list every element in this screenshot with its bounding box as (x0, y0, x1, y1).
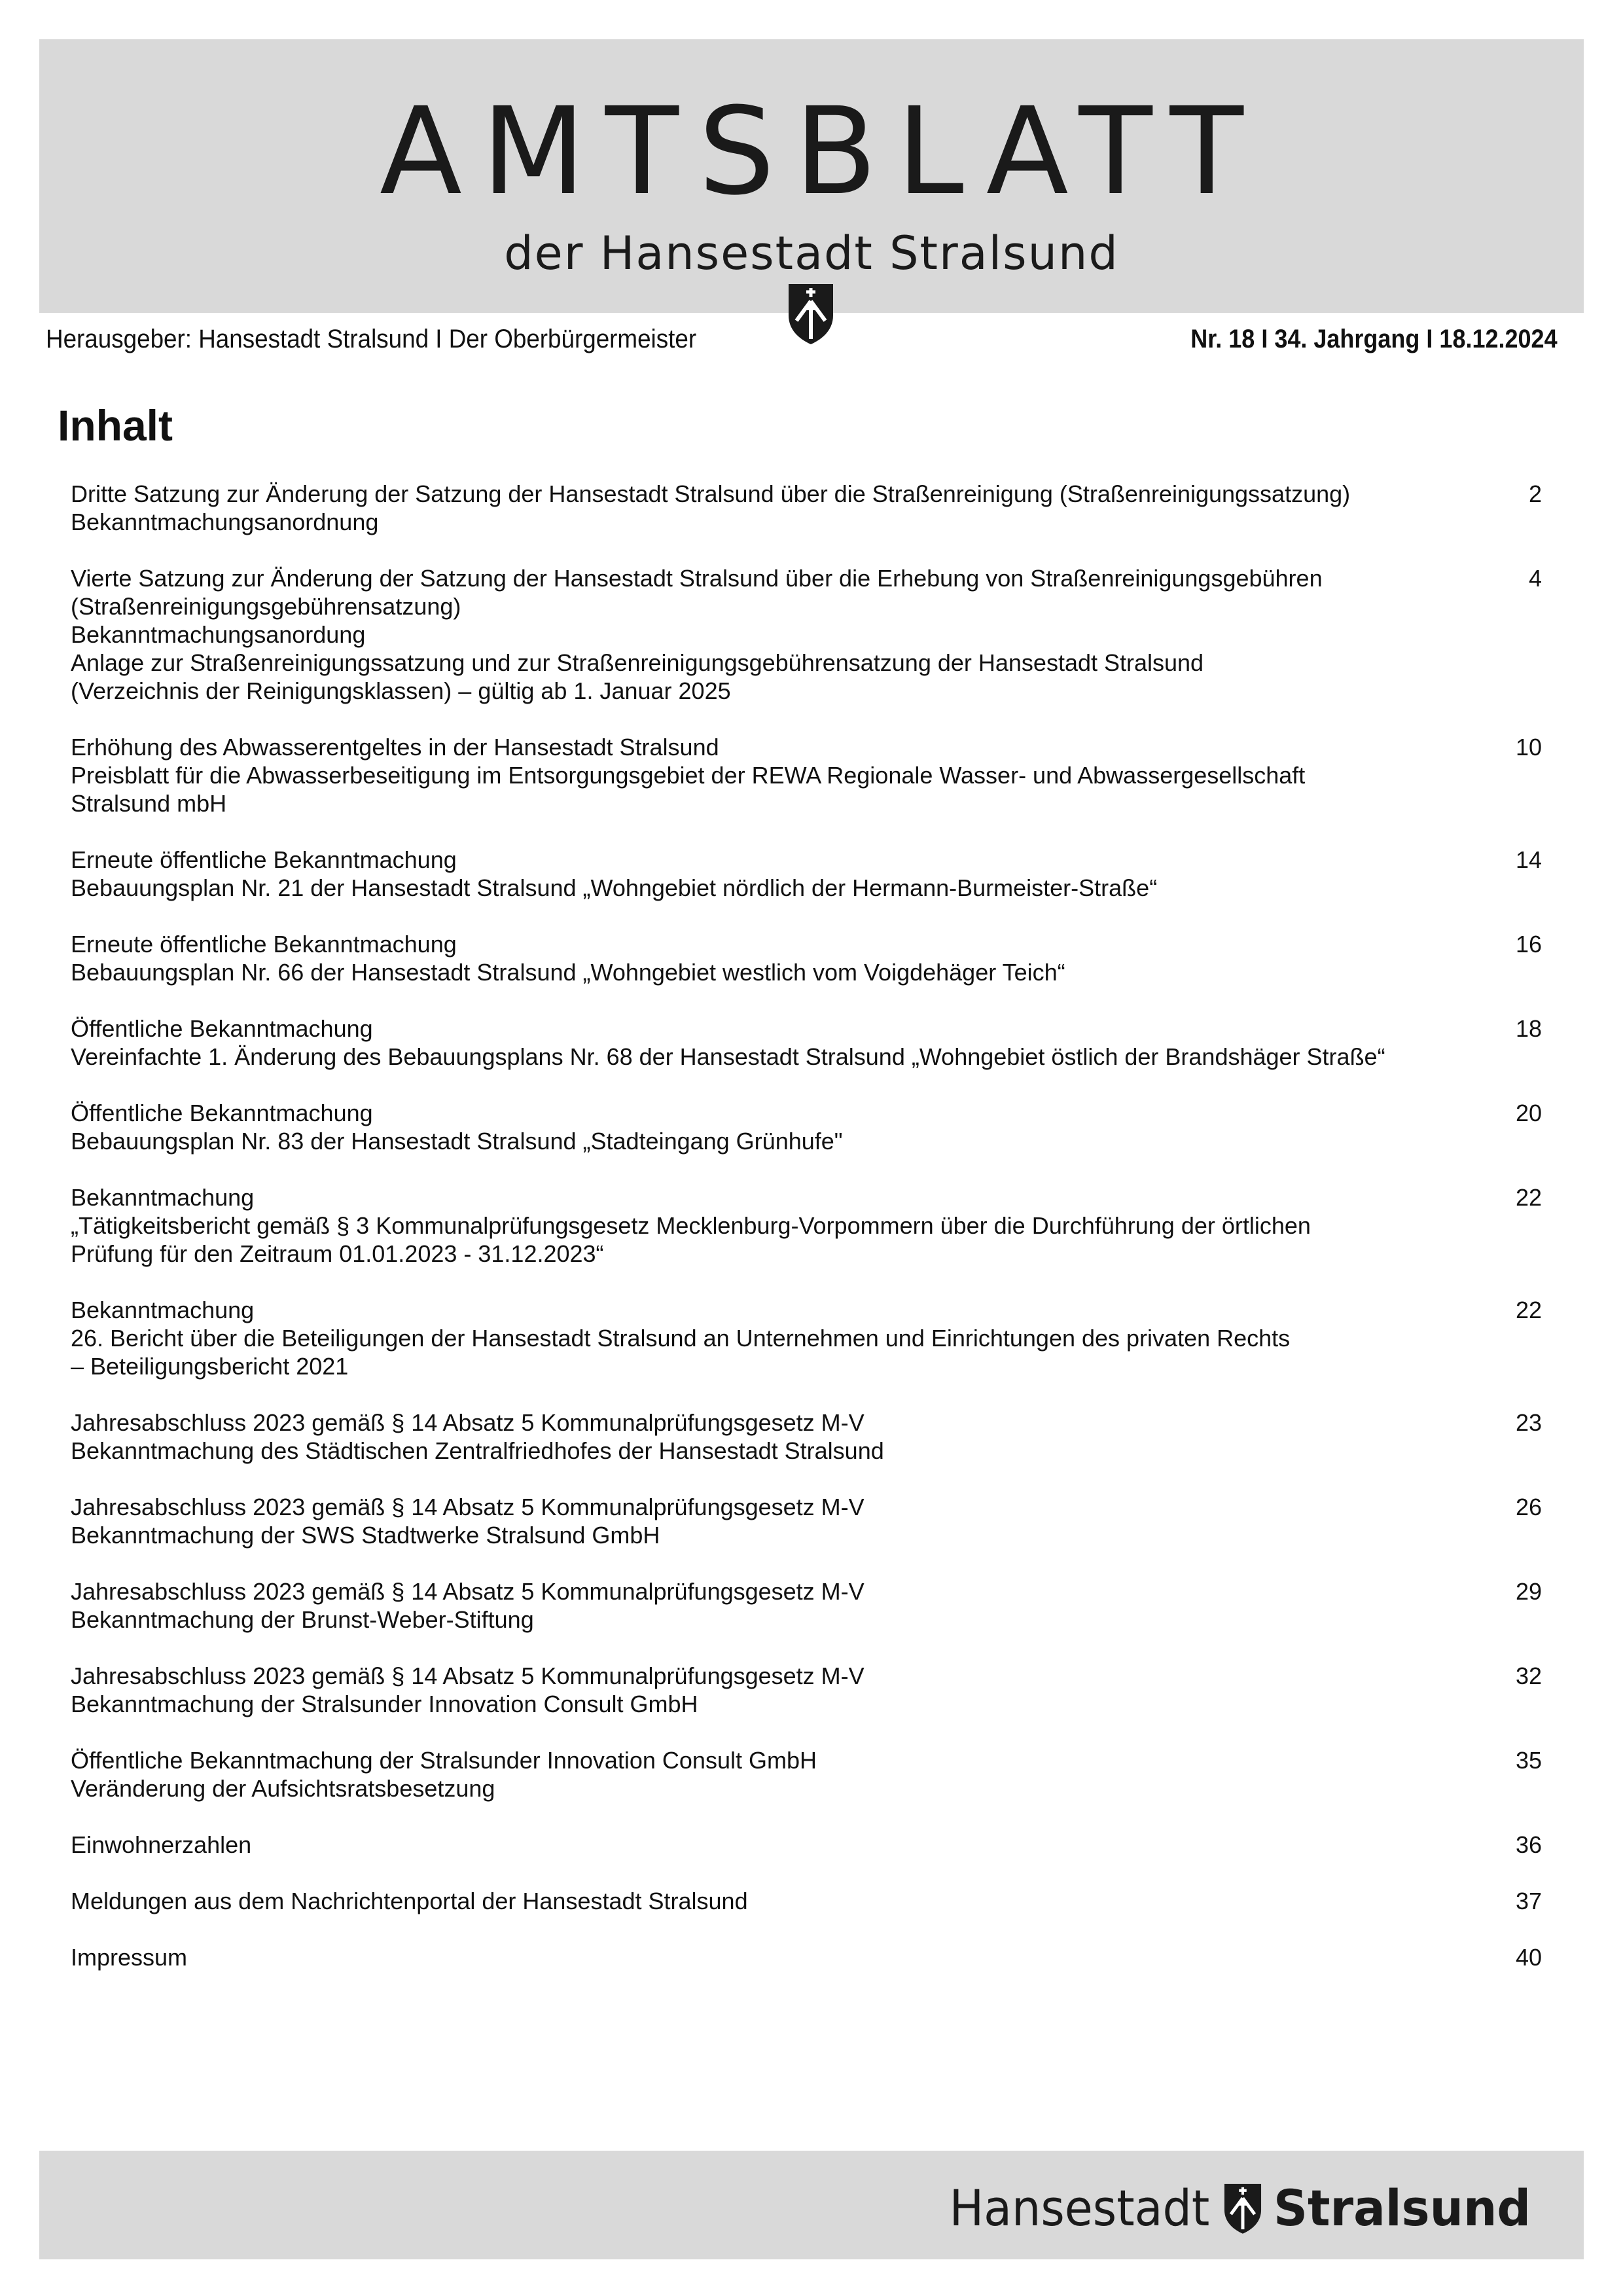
toc-entry[interactable] (71, 846, 1542, 902)
toc-entry-line: Prüfung für den Zeitraum 01.01.2023 - 31.12.2023“ (71, 1240, 604, 1267)
toc-entry-title: Jahresabschluss 2023 gemäß § 14 Absatz 5 Kommunalprüfungsgesetz M-V (71, 1494, 865, 1520)
toc-entry-text (71, 1014, 1471, 1071)
masthead-title: AMTSBLATT (380, 82, 1263, 222)
toc-page-number: 14 (1515, 846, 1542, 873)
toc-entry[interactable] (71, 1183, 1542, 1268)
toc-entry[interactable] (71, 564, 1542, 705)
toc-entry[interactable] (71, 1831, 1542, 1859)
toc-entry[interactable] (71, 1662, 1542, 1718)
toc-entry-title: Erhöhung des Abwasserentgeltes in der Hansestadt Stralsund (71, 734, 719, 761)
toc-entry-title: Erneute öffentliche Bekanntmachung (71, 846, 457, 873)
toc-entry-line: Bekanntmachungsanordnung (71, 509, 379, 535)
toc-entry[interactable] (71, 1296, 1542, 1380)
toc-page-number: 2 (1528, 480, 1542, 507)
toc-entry[interactable] (71, 1746, 1542, 1803)
toc-entry-title: Öffentliche Bekanntmachung (71, 1100, 373, 1126)
toc-entry-line: 26. Bericht über die Beteiligungen der Hansestadt Stralsund an Unternehmen und Einrichtungen des privaten Rechts (71, 1325, 1291, 1352)
toc-entry-text (71, 1887, 1471, 1915)
toc-entry-title: Öffentliche Bekanntmachung der Stralsunder Innovation Consult GmbH (71, 1747, 817, 1774)
toc-entry[interactable] (71, 1943, 1542, 1971)
toc-entry-title: Einwohnerzahlen (71, 1831, 252, 1858)
footer-brand-light: Hansestadt (949, 2179, 1210, 2237)
toc-page-number: 22 (1515, 1297, 1542, 1323)
publisher-line: Herausgeber: Hansestadt Stralsund I Der Oberbürgermeister (46, 325, 697, 353)
issue-line: Nr. 18 I 34. Jahrgang I 18.12.2024 (1190, 325, 1558, 353)
toc-page-number: 4 (1528, 565, 1542, 592)
toc-entry-title: Öffentliche Bekanntmachung (71, 1015, 373, 1042)
toc-entry-line: Preisblatt für die Abwasserbeseitigung im Entsorgungsgebiet der REWA Regionale Wasser- und Abwassergesellschaft (71, 762, 1306, 789)
toc-entry-line: Bekanntmachung des Städtischen Zentralfriedhofes der Hansestadt Stralsund (71, 1437, 884, 1464)
toc-entry-line: (Straßenreinigungsgebührensatzung) (71, 593, 461, 620)
toc-entry-text (71, 1746, 1471, 1803)
toc-entry[interactable] (71, 1577, 1542, 1634)
stralsund-crest-icon (1221, 2180, 1264, 2236)
toc-entry-text (71, 1662, 1471, 1718)
masthead-subtitle: der Hansestadt Stralsund (504, 226, 1119, 280)
toc-entry-line: Bebauungsplan Nr. 83 der Hansestadt Stralsund „Stadteingang Grünhufe" (71, 1128, 843, 1155)
stralsund-crest-icon (785, 281, 837, 346)
toc-page-number: 22 (1515, 1184, 1542, 1211)
toc-entry-text (71, 480, 1471, 536)
toc-entry-title: Vierte Satzung zur Änderung der Satzung der Hansestadt Stralsund über die Erhebung von Straßenreinigungsgebühren (71, 565, 1323, 592)
toc-entry-text (71, 930, 1471, 986)
toc-page-number: 18 (1515, 1015, 1542, 1042)
toc-entry-text (71, 1493, 1471, 1549)
toc-entry[interactable] (71, 733, 1542, 817)
toc-entry-line: „Tätigkeitsbericht gemäß § 3 Kommunalprüfungsgesetz Mecklenburg-Vorpommern über die Durchführung der örtlichen (71, 1212, 1311, 1239)
toc-entry[interactable] (71, 1887, 1542, 1915)
footer-logo (927, 2176, 1544, 2241)
toc-page-number: 16 (1515, 931, 1542, 958)
toc-entry-text (71, 1943, 1471, 1971)
toc-entry-line: Bekanntmachung der Brunst-Weber-Stiftung (71, 1606, 534, 1633)
toc-entry-text (71, 1099, 1471, 1155)
toc-entry-title: Erneute öffentliche Bekanntmachung (71, 931, 457, 958)
toc-entry-line: Stralsund mbH (71, 790, 227, 817)
toc-entry-line: Bekanntmachungsanordung (71, 621, 366, 648)
toc-heading: Inhalt (58, 401, 173, 450)
toc-entry-title: Jahresabschluss 2023 gemäß § 14 Absatz 5 Kommunalprüfungsgesetz M-V (71, 1409, 865, 1436)
toc-page-number: 36 (1515, 1831, 1542, 1858)
toc-entry-title: Bekanntmachung (71, 1184, 255, 1211)
toc-page-number: 35 (1515, 1747, 1542, 1774)
toc-page-number: 26 (1515, 1494, 1542, 1520)
toc-entry-text (71, 1408, 1471, 1465)
toc-entry-text (71, 733, 1471, 817)
toc-entry-line: (Verzeichnis der Reinigungsklassen) – gültig ab 1. Januar 2025 (71, 677, 731, 704)
toc-entry-text (71, 1183, 1471, 1268)
toc-page-number: 29 (1515, 1578, 1542, 1605)
toc-page-number: 32 (1515, 1662, 1542, 1689)
toc-entry[interactable] (71, 1493, 1542, 1549)
toc-entry[interactable] (71, 1408, 1542, 1465)
toc-entry[interactable] (71, 480, 1542, 536)
toc-entry-line: Veränderung der Aufsichtsratsbesetzung (71, 1775, 495, 1802)
toc-page-number: 40 (1515, 1944, 1542, 1971)
toc-entry-text (71, 846, 1471, 902)
toc-entry-line: Bekanntmachung der SWS Stadtwerke Stralsund GmbH (71, 1522, 660, 1549)
masthead (39, 39, 1584, 313)
toc-entry-line: Anlage zur Straßenreinigungssatzung und zur Straßenreinigungsgebührensatzung der Hansestadt Stralsund (71, 649, 1204, 676)
toc-entry-title: Impressum (71, 1944, 188, 1971)
toc-entry-line: Bebauungsplan Nr. 21 der Hansestadt Stralsund „Wohngebiet nördlich der Hermann-Burmeister-Straße“ (71, 874, 1158, 901)
footer-band (39, 2151, 1584, 2259)
toc-entry-title: Bekanntmachung (71, 1297, 255, 1323)
toc-entry-text (71, 1831, 1471, 1859)
toc-page-number: 10 (1515, 734, 1542, 761)
toc-entry-line: Vereinfachte 1. Änderung des Bebauungsplans Nr. 68 der Hansestadt Stralsund „Wohngebiet östlich der Brandshäger Straße“ (71, 1043, 1385, 1070)
toc-entry-title: Meldungen aus dem Nachrichtenportal der Hansestadt Stralsund (71, 1888, 748, 1914)
table-of-contents (71, 480, 1542, 2000)
toc-entry-line: – Beteiligungsbericht 2021 (71, 1353, 349, 1380)
toc-entry-text (71, 1577, 1471, 1634)
toc-entry-title: Jahresabschluss 2023 gemäß § 14 Absatz 5 Kommunalprüfungsgesetz M-V (71, 1662, 865, 1689)
toc-entry-line: Bebauungsplan Nr. 66 der Hansestadt Stralsund „Wohngebiet westlich vom Voigdehäger Teich“ (71, 959, 1065, 986)
toc-entry[interactable] (71, 1099, 1542, 1155)
toc-entry-line: Bekanntmachung der Stralsunder Innovation Consult GmbH (71, 1691, 698, 1717)
toc-entry-title: Dritte Satzung zur Änderung der Satzung der Hansestadt Stralsund über die Straßenreinigung (Straßenreinigungssatzung) (71, 480, 1351, 507)
toc-page-number: 20 (1515, 1100, 1542, 1126)
toc-entry-title: Jahresabschluss 2023 gemäß § 14 Absatz 5 Kommunalprüfungsgesetz M-V (71, 1578, 865, 1605)
toc-entry-text (71, 564, 1471, 705)
toc-page-number: 37 (1515, 1888, 1542, 1914)
toc-page-number: 23 (1515, 1409, 1542, 1436)
toc-entry-text (71, 1296, 1471, 1380)
toc-entry[interactable] (71, 1014, 1542, 1071)
toc-entry[interactable] (71, 930, 1542, 986)
footer-brand-bold: Stralsund (1274, 2179, 1531, 2237)
